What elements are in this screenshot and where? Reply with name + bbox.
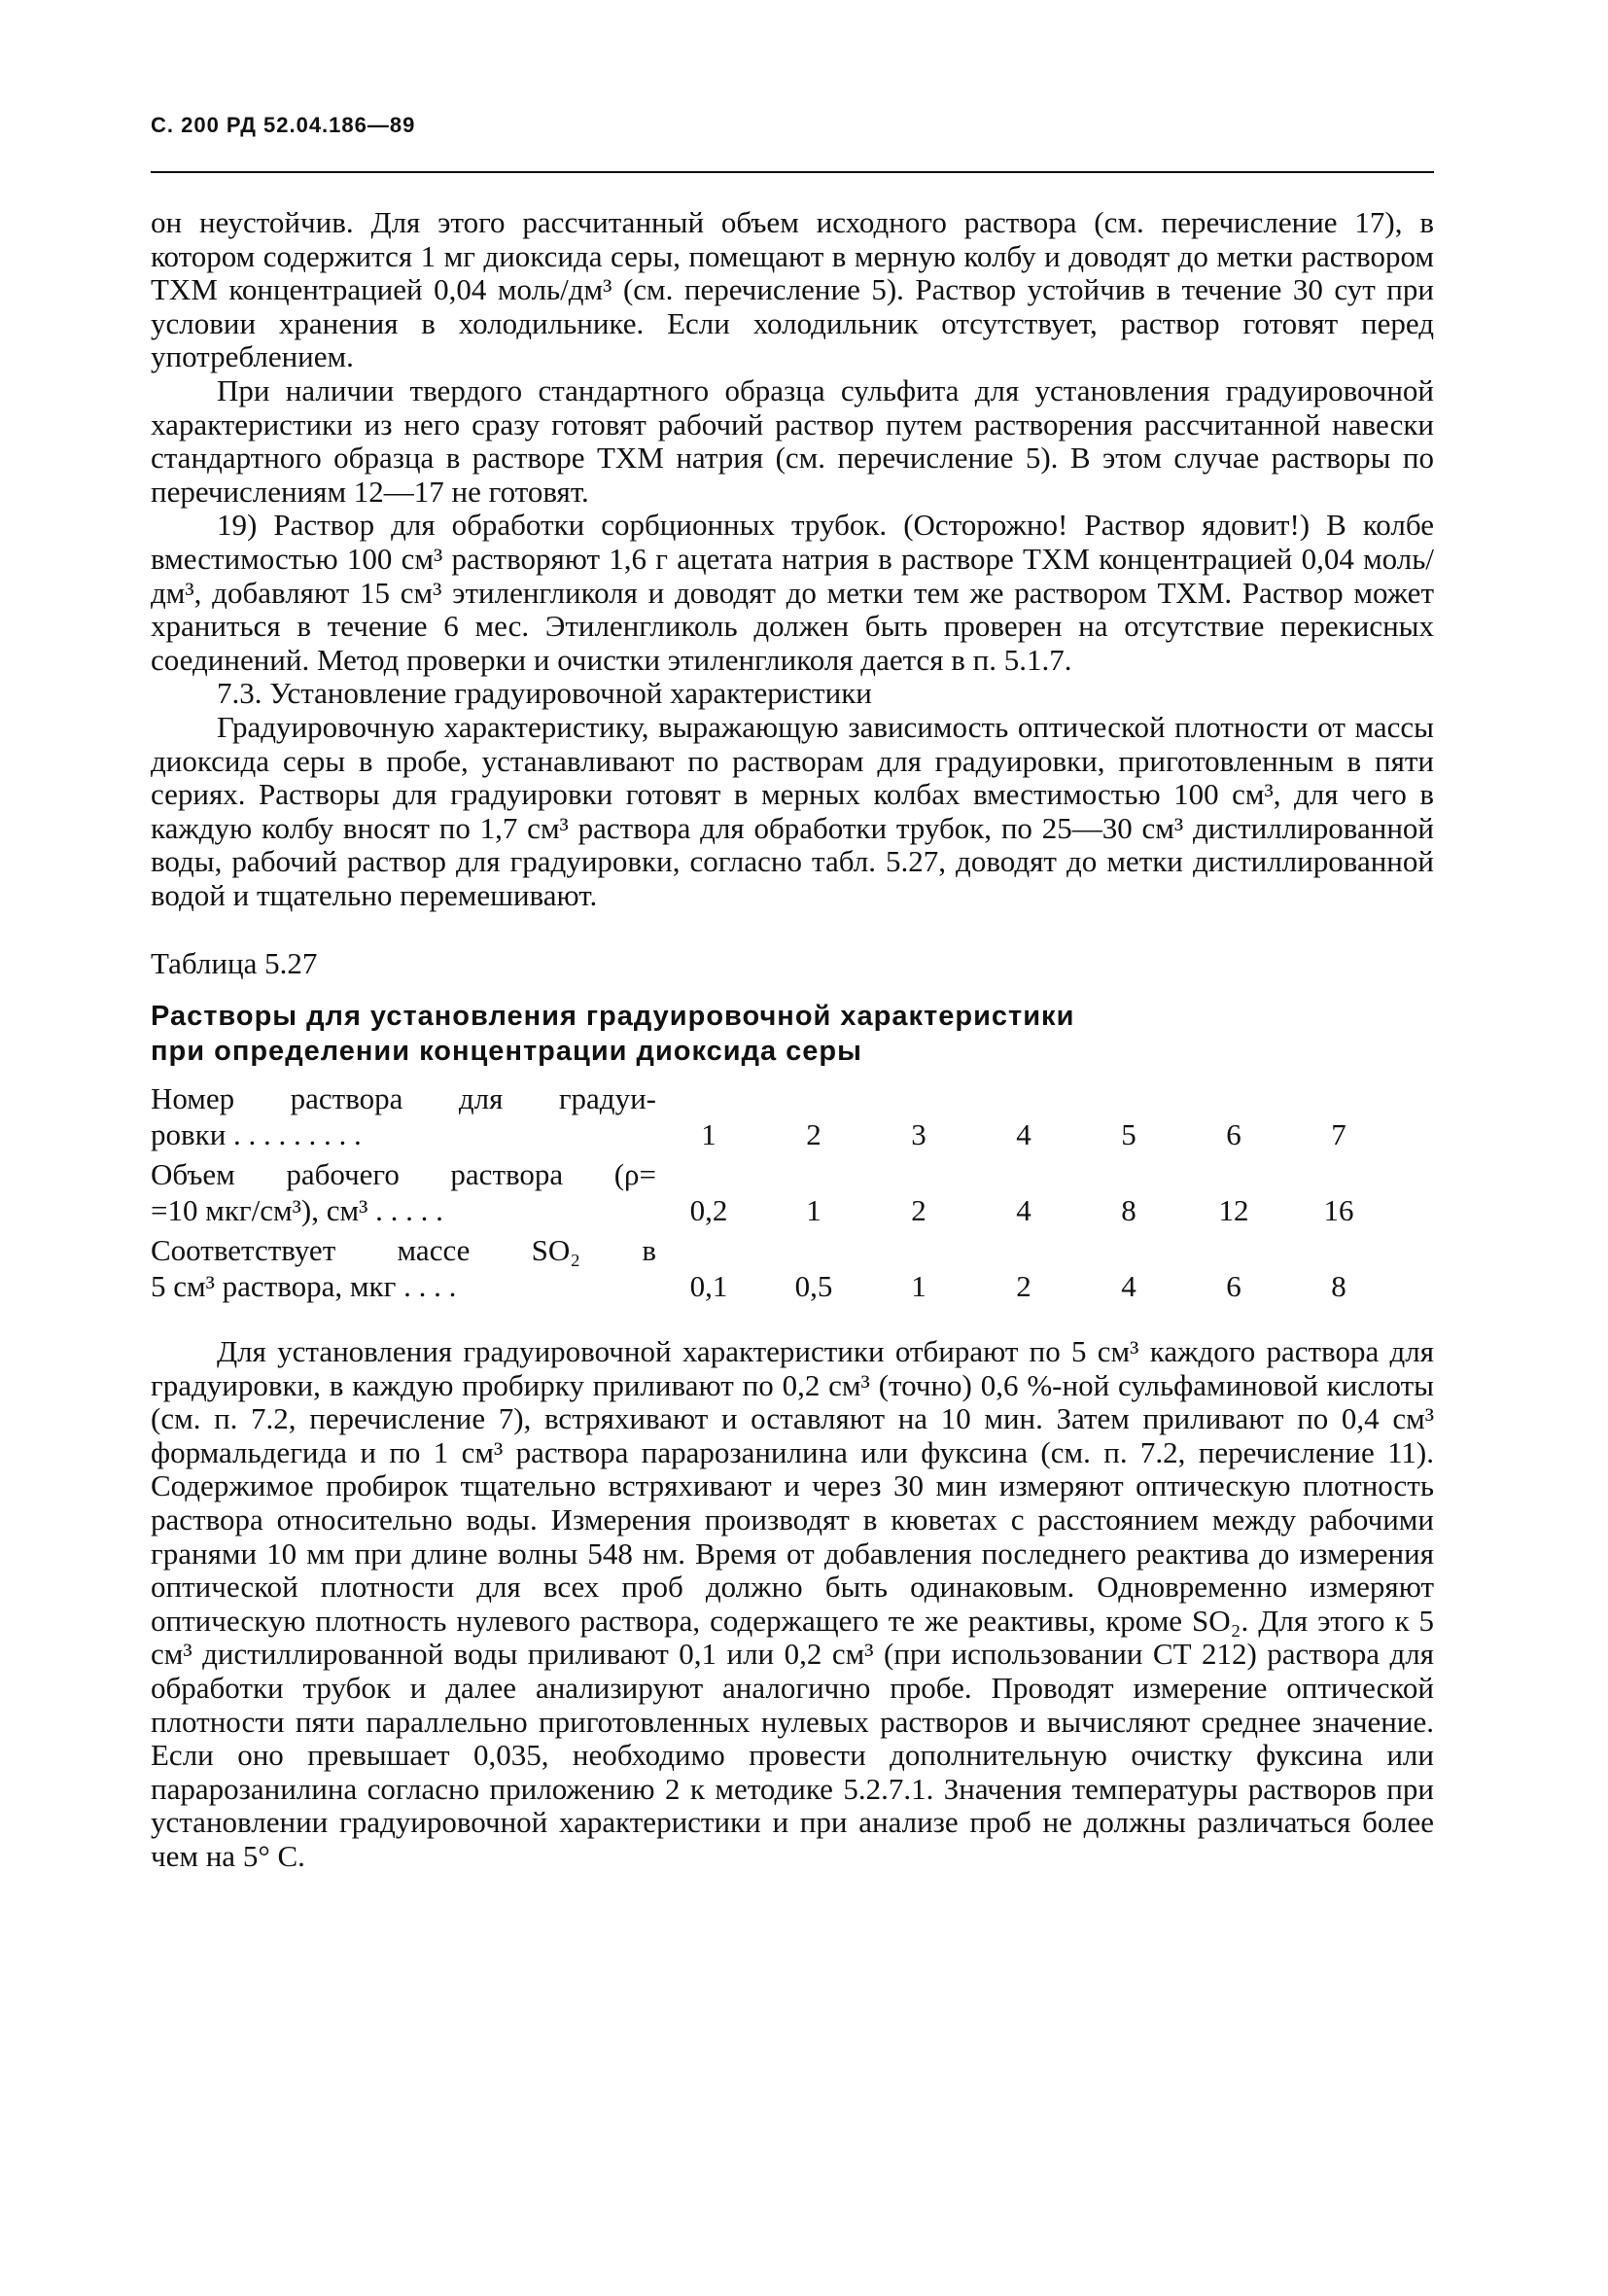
document-body (151, 206, 1434, 1874)
table-cell: 4 (1121, 1269, 1136, 1304)
table-row-label: Номер раствора для градуи- ровки . . . . . . . . . (151, 1081, 656, 1152)
paragraph-calibration-procedure: Для установления градуировочной характеристики отбирают по 5 см³ каждого раствора для градуировки, в каждую пробирку приливают по 0,2 см³ (точно) 0,6 %-ной сульфаминовой кислоты (см. п. 7.2, перечисление 7), встряхивают и оставляют на 10 мин. Затем приливают по 0,4 см³ формальдегида и по 1 см³ раствора парарозанилина или фуксина (см. п. 7.2, перечисление 11). Содержимое пробирок тщательно встряхивают и через 30 мин измеряют оптическую плотность раствора относительно воды. Измерения производят в кюветах с расстоянием между рабочими гранями 10 мм при длине волны 548 нм. Время от добавления последнего реактива до измерения оптической плотности для всех проб должно быть одинаковым. Одновременно измеряют оптическую плотность нулевого раствора, содержащего те же реактивы, кроме SO₂. Для этого к 5 см³ дистиллированной воды приливают 0,1 или 0,2 см³ (при использовании СТ 212) раствора для обработки трубок и далее анализируют аналогично пробе. Проводят измерение оптической плотности пяти параллельно приготовленных нулевых растворов и вычисляют среднее значение. Если оно превышает 0,035, необходимо провести дополнительную очистку фуксина или парарозанилина согласно приложению 2 к методике 5.2.7.1. Значения температуры растворов при установлении градуировочной характеристики и при анализе проб не должны различаться более чем на 5° С. (151, 1334, 1434, 1873)
table-row-label: Соответствует массе SO₂ в 5 см³ раствора, мкг . . . . (151, 1233, 656, 1304)
table-cell: 4 (1016, 1117, 1031, 1152)
table-cell: 12 (1218, 1193, 1249, 1228)
table-cell: 2 (806, 1117, 821, 1152)
table-cell: 1 (911, 1269, 926, 1304)
table-cell: 1 (701, 1117, 717, 1152)
table-cell: 7 (1331, 1117, 1346, 1152)
header-rule (151, 171, 1434, 173)
table-title-line-2: при определении концентрации диоксида серы (151, 1036, 862, 1068)
table-row (151, 1232, 1391, 1308)
table-cell: 4 (1016, 1193, 1031, 1228)
table-cell: 2 (911, 1193, 926, 1228)
table-cell: 3 (911, 1117, 926, 1152)
paragraph-item-19: 19) Раствор для обработки сорбционных трубок. (Осторожно! Раствор ядовит!) В колбе вместимостью 100 см³ растворяют 1,6 г ацетата натрия в растворе ТХМ концентрацией 0,04 моль/дм³, добавляют 15 см³ этиленгликоля и доводят до метки тем же раствором ТХМ. Раствор может храниться в течение 6 мес. Этиленгликоль должен быть проверен на отсутствие перекисных соединений. Метод проверки и очистки этиленгликоля дается в п. 5.1.7. (151, 508, 1434, 677)
calibration-table (151, 1080, 1391, 1308)
table-cell: 16 (1323, 1193, 1354, 1228)
table-caption: Таблица 5.27 (151, 946, 318, 981)
paragraph-continuation: он неустойчив. Для этого рассчитанный объем исходного раствора (см. перечисление 17), в котором содержится 1 мг диоксида серы, помещают в мерную колбу и доводят до метки раствором ТХМ концентрацией 0,04 моль/дм³ (см. перечисление 5). Раствор устойчив в течение 30 сут при условии хранения в холодильнике. Если холодильник отсутствует, раствор готовят перед употреблением. (151, 205, 1434, 374)
table-cell: 1 (806, 1193, 821, 1228)
table-row (151, 1156, 1391, 1232)
table-cell: 0,1 (689, 1269, 728, 1304)
table-cell: 6 (1226, 1117, 1241, 1152)
table-cell: 5 (1121, 1117, 1136, 1152)
table-cell: 2 (1016, 1269, 1031, 1304)
table-cell: 0,2 (689, 1193, 728, 1228)
table-cell: 0,5 (794, 1269, 833, 1304)
table-row-label: Объем рабочего раствора (ρ= =10 мкг/см³), см³ . . . . . (151, 1157, 656, 1228)
paragraph-calibration-intro: Градуировочную характеристику, выражающую зависимость оптической плотности от массы диоксида серы в пробе, устанавливают по растворам для градуировки, приготовленным в пяти сериях. Растворы для градуировки готовят в мерных колбах вместимостью 100 см³, для чего в каждую колбу вносят по 1,7 см³ раствора для обработки трубок, по 25—30 см³ дистиллированной воды, рабочий раствор для градуировки, согласно табл. 5.27, доводят до метки дистиллированной водой и тщательно перемешивают. (151, 709, 1434, 912)
table-cell: 6 (1226, 1269, 1241, 1304)
table-title-line-1: Растворы для установления градуировочной характеристики (151, 1001, 1075, 1033)
table-cell: 8 (1121, 1193, 1136, 1228)
table-cell: 8 (1331, 1269, 1346, 1304)
paragraph-standard-sample: При наличии твердого стандартного образца сульфита для установления градуировочной характеристики из него сразу готовят рабочий раствор путем растворения рассчитанной навески стандартного образца в растворе ТХМ натрия (см. перечисление 5). В этом случае растворы по перечислениям 12—17 не готовят. (151, 372, 1434, 509)
section-heading-7-3: 7.3. Установление градуировочной характеристики (217, 676, 872, 711)
page-header: С. 200 РД 52.04.186—89 (151, 113, 416, 137)
table-row (151, 1080, 1391, 1156)
